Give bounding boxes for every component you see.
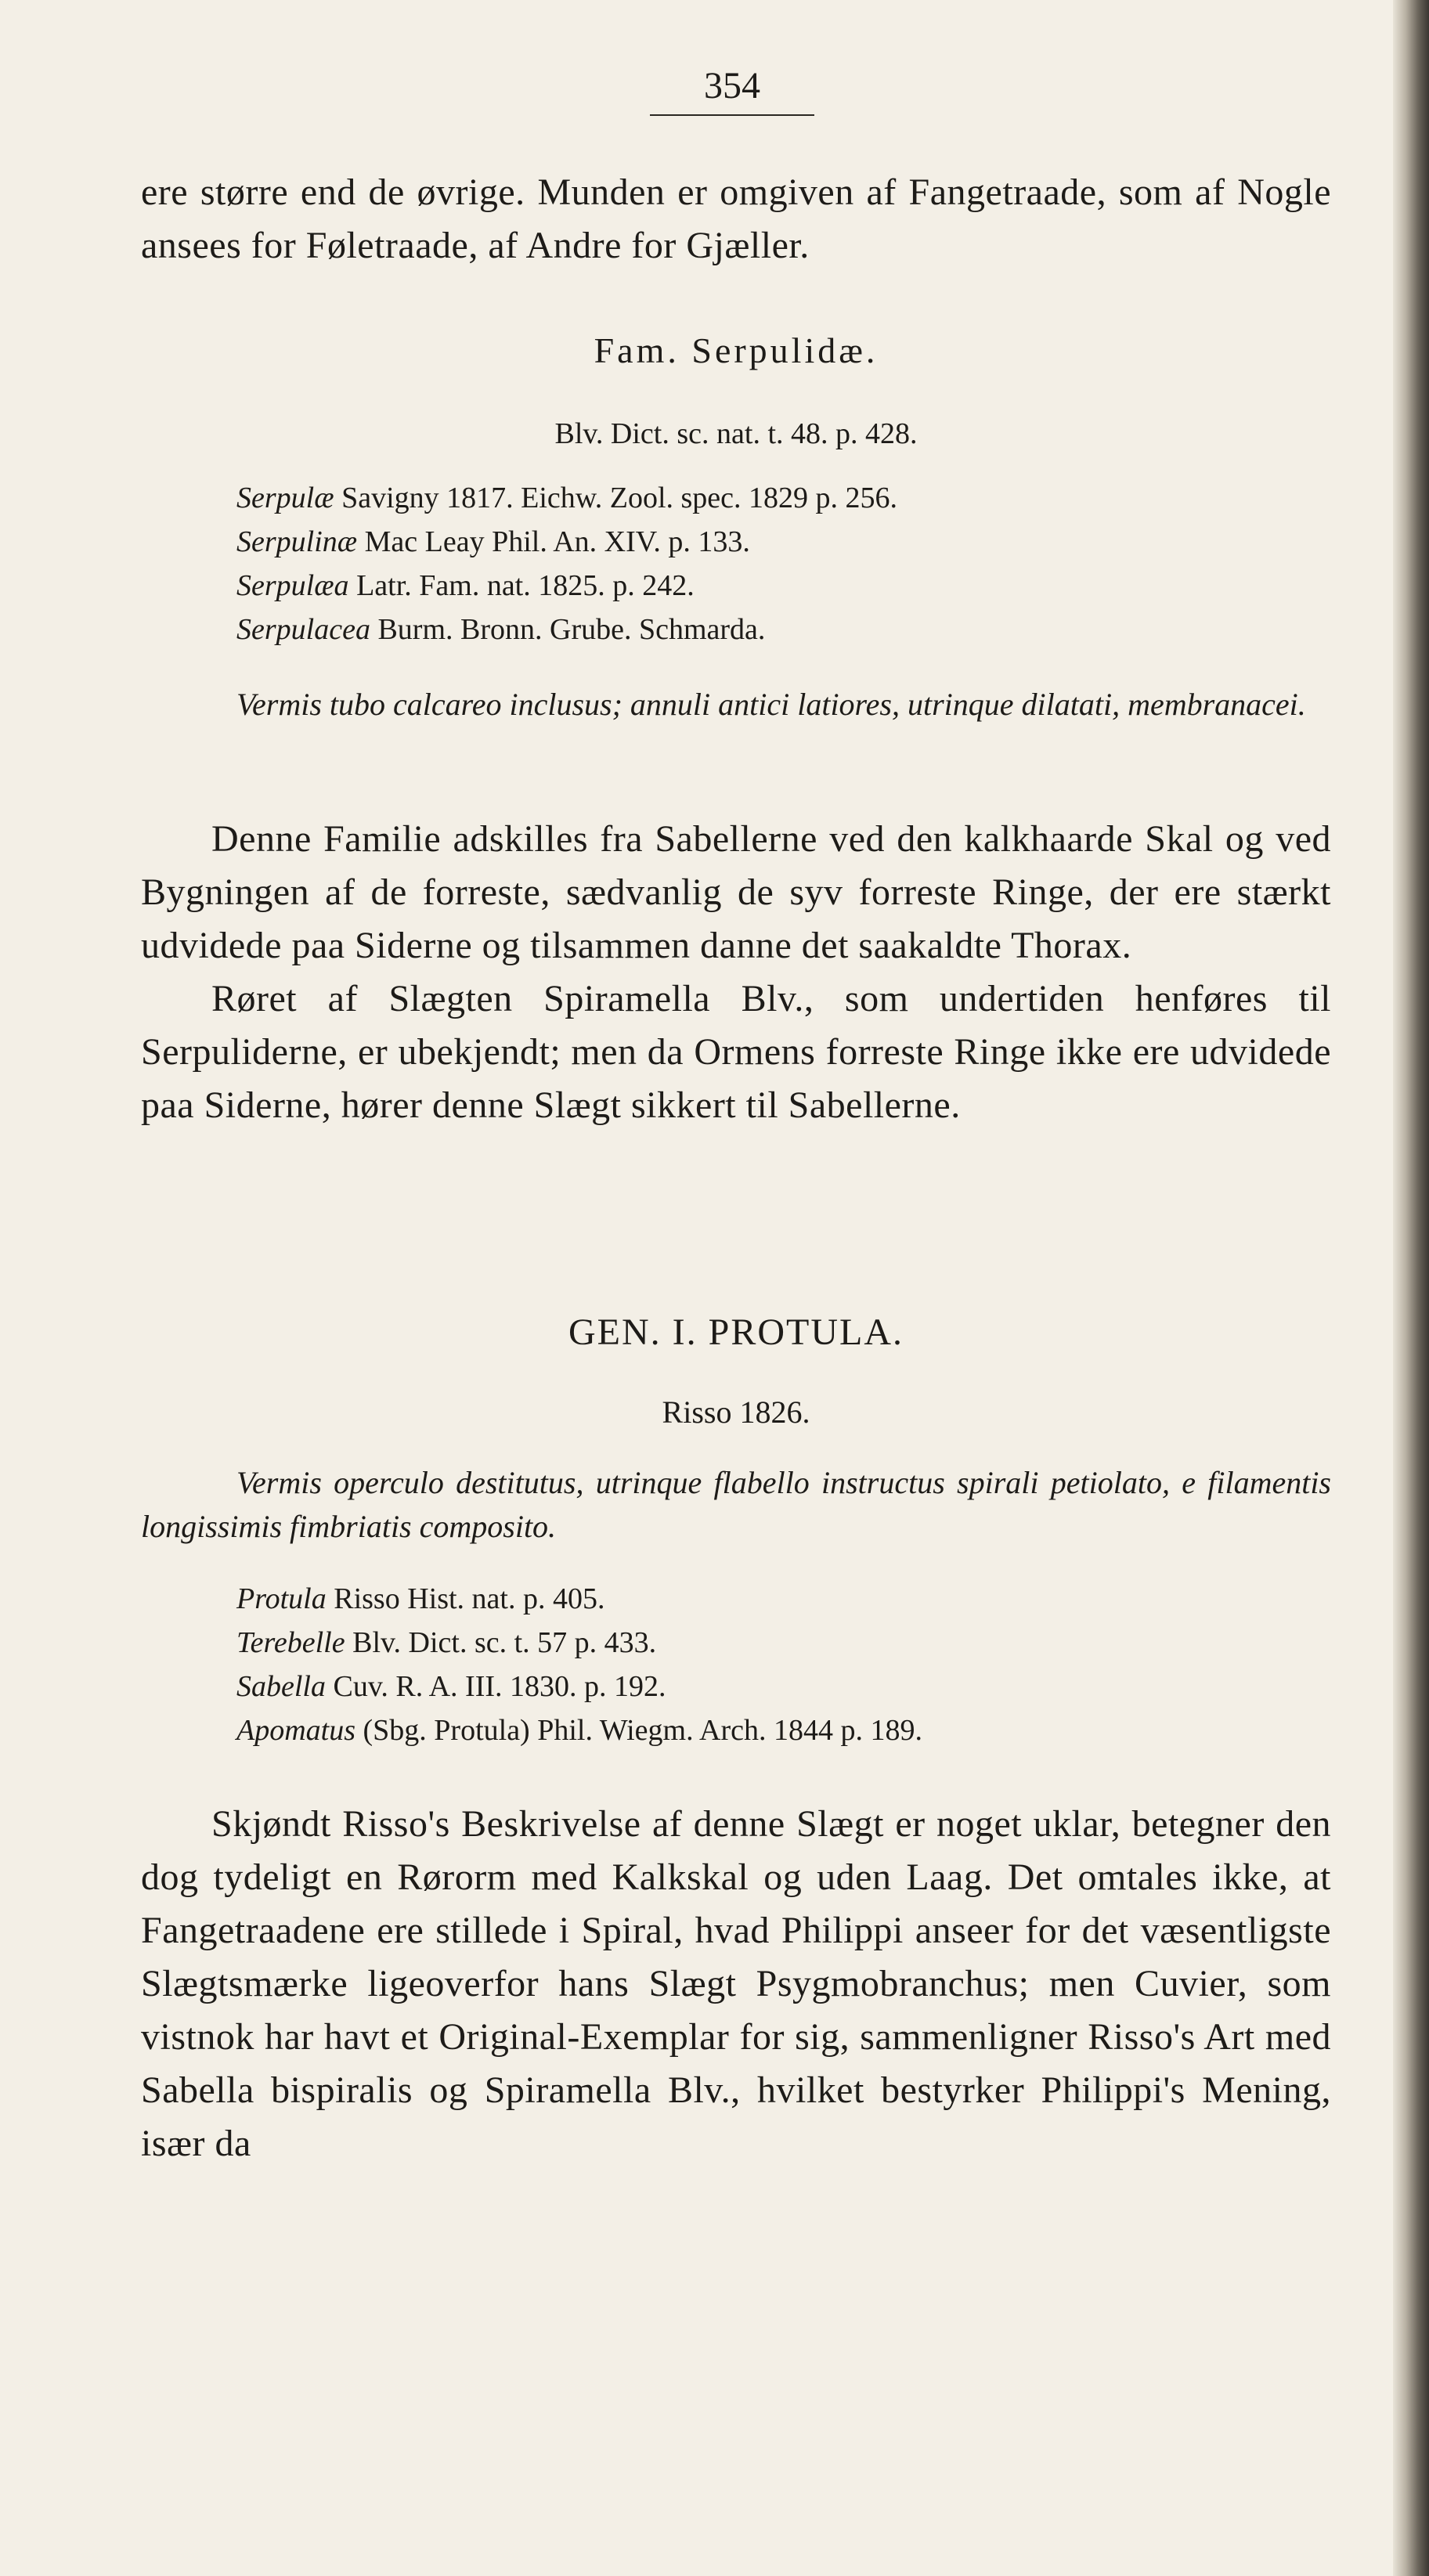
synonym-entry — [236, 1665, 1348, 1708]
genus-synonym-list — [236, 1577, 1348, 1752]
paragraph: Skjøndt Risso's Beskrivelse af denne Slægt er noget uklar, betegner den dog tydeligt en Rørorm med Kalkskal og uden Laag. Det omtales ikke, at Fangetraadene ere stillede i Spiral, hvad Philippi anseer for det væsentligste Slægtsmærke ligeoverfor hans Slægt Psygmobranchus; men Cuvier, som vistnok har havt et Original-Exemplar for sig, sammenligner Risso's Art med Sabella bispiralis og Spiramella Blv., hvilket bestyrker Philippi's Mening, især da — [141, 1803, 1331, 2164]
synonym-entry — [236, 564, 1348, 608]
synonym-genus: Terebelle — [236, 1626, 345, 1659]
genus-diagnosis-block — [141, 1461, 1331, 1549]
family-heading: Fam. Serpulidæ. — [594, 330, 879, 370]
continued-paragraph — [141, 166, 1331, 272]
page-number: 354 — [650, 64, 814, 116]
synonym-entry — [236, 608, 1348, 651]
genus-authority: Risso 1826. — [662, 1394, 810, 1430]
paragraph: Denne Familie adskilles fra Sabellerne ved den kalkhaarde Skal og ved Bygningen af de forreste, sædvanlig de syv forreste Ringe, der ere stærkt udvidede paa Siderne og tilsammen danne det saakaldte Thorax. — [141, 818, 1331, 966]
genus-diagnosis: Vermis operculo destitutus, utrinque flabello instructus spirali petiolato, e filamentis longissimis fimbriatis composito. — [141, 1465, 1331, 1544]
book-spine-shadow — [1393, 0, 1429, 2576]
synonym-citation: Cuv. R. A. III. 1830. p. 192. — [325, 1670, 666, 1703]
synonym-entry — [236, 520, 1348, 564]
synonym-genus: Sabella — [236, 1670, 326, 1703]
synonym-entry — [236, 1621, 1348, 1665]
family-synonym-list — [236, 476, 1348, 651]
synonym-genus: Serpulinæ — [236, 525, 358, 558]
synonym-genus: Protula — [236, 1582, 327, 1615]
synonym-citation: Burm. Bronn. Grube. Schmarda. — [370, 613, 766, 646]
synonym-genus: Apomatus — [236, 1714, 355, 1747]
synonym-entry — [236, 1708, 1348, 1752]
synonym-citation: Blv. Dict. sc. t. 57 p. 433. — [345, 1626, 657, 1659]
synonym-citation: (Sbg. Protula) Phil. Wiegm. Arch. 1844 p. 189. — [355, 1714, 922, 1747]
family-authority: Blv. Dict. sc. nat. t. 48. p. 428. — [554, 417, 918, 450]
family-text-block — [141, 813, 1331, 1132]
synonym-genus: Serpulacea — [236, 613, 370, 646]
synonym-citation: Savigny 1817. Eichw. Zool. spec. 1829 p. 256. — [334, 482, 898, 514]
synonym-entry — [236, 1577, 1348, 1621]
family-diagnosis-block — [141, 683, 1331, 727]
genus-heading: GEN. I. PROTULA. — [568, 1311, 904, 1353]
synonym-genus: Serpulæa — [236, 569, 349, 602]
synonym-entry — [236, 476, 1348, 520]
genus-text-block — [141, 1798, 1331, 2170]
synonym-citation: Mac Leay Phil. An. XIV. p. 133. — [357, 525, 750, 558]
synonym-genus: Serpulæ — [236, 482, 334, 514]
family-diagnosis: Vermis tubo calcareo inclusus; annuli antici latiores, utrinque dilatati, membranacei. — [236, 687, 1306, 722]
synonym-citation: Risso Hist. nat. p. 405. — [326, 1582, 605, 1615]
paragraph: Røret af Slægten Spiramella Blv., som undertiden henføres til Serpuliderne, er ubekjendt; men da Ormens forreste Ringe ikke ere udvidede paa Siderne, hører denne Slægt sikkert til Sabellerne. — [141, 978, 1331, 1126]
paragraph: ere større end de øvrige. Munden er omgiven af Fangetraade, som af Nogle ansees for Føletraade, af Andre for Gjæller. — [141, 171, 1331, 266]
synonym-citation: Latr. Fam. nat. 1825. p. 242. — [348, 569, 695, 602]
